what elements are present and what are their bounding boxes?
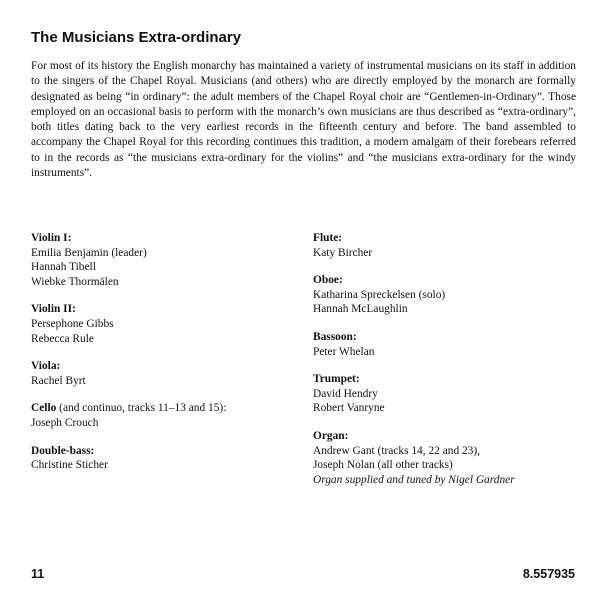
section-trumpet — [313, 372, 583, 416]
section-heading — [313, 273, 583, 288]
musician-name: Persephone Gibbs — [31, 317, 114, 330]
section-heading-label: Trumpet: — [313, 373, 360, 386]
musician-name: Rachel Byrt — [31, 374, 86, 387]
section-heading — [31, 231, 291, 246]
musician-name: David Hendry — [313, 387, 378, 400]
section-heading — [31, 302, 291, 317]
section-heading — [313, 330, 583, 345]
musician-name: Hannah Tibell — [31, 261, 96, 274]
section-heading-label: Viola: — [31, 360, 61, 373]
page-title: The Musicians Extra-ordinary — [31, 29, 242, 46]
section-heading-label: Cello — [31, 402, 57, 415]
section-heading — [313, 231, 583, 246]
section-heading-label: Violin II: — [31, 303, 76, 316]
musician-name: Andrew Gant (tracks 14, 22 and 23), — [313, 444, 481, 457]
intro-paragraph: For most of its history the English monarchy has maintained a variety of instrumental musicians on its staff in addition to the singers of the Chapel Royal. Musicians (and others) who are directly employed by the monarch are formally designated as being “in ordinary”: the adult members of the Chapel Royal choir are “Gentlemen-in-Ordinary”. Those employed on an occasional basis to perform with the monarch’s own musicians are thus described as “extra-ordinary”, both titles dating back to the very earliest records in the fifteenth century and before. The band assembled to accompany the Chapel Royal for this recording continues this tradition, a modern amalgam of their forebears referred to in the records as “the musicians extra-ordinary for the violins” and “the musicians extra-ordinary for the windy instruments”. — [31, 60, 576, 180]
page-number: 11 — [31, 567, 45, 581]
musician-name: Katharina Spreckelsen (solo) — [313, 288, 446, 301]
section-heading-label: Violin I: — [31, 232, 72, 244]
musician-name: Emilia Benjamin (leader) — [31, 246, 147, 259]
personnel-right-column — [313, 231, 583, 500]
section-heading-label: Double-bass: — [31, 444, 95, 457]
musician-name: Joseph Crouch — [31, 416, 99, 429]
section-cello — [31, 401, 291, 430]
section-oboe — [313, 273, 583, 317]
personnel-left-column — [31, 231, 291, 486]
musician-name: Katy Bircher — [313, 246, 373, 259]
musician-name: Rebecca Rule — [31, 332, 94, 345]
section-violin-1 — [31, 231, 291, 289]
section-viola — [31, 359, 291, 388]
musician-name: Peter Whelan — [313, 345, 375, 358]
section-heading — [313, 429, 583, 444]
section-heading-label: Oboe: — [313, 274, 343, 287]
section-heading — [313, 372, 583, 387]
section-organ — [313, 429, 583, 487]
section-flute — [313, 231, 583, 260]
section-heading-label: Bassoon: — [313, 330, 357, 343]
section-double-bass — [31, 444, 291, 473]
organ-credit-note: Organ supplied and tuned by Nigel Gardner — [313, 473, 515, 486]
musician-name: Christine Sticher — [31, 459, 108, 472]
section-heading-note: (and continuo, tracks 11–13 and 15): — [56, 402, 227, 415]
section-heading-label: Organ: — [313, 429, 349, 442]
section-bassoon — [313, 330, 583, 359]
musician-name: Wiebke Thormälen — [31, 275, 119, 288]
section-heading — [31, 444, 291, 459]
section-heading — [31, 401, 291, 416]
musician-name: Hannah McLaughlin — [313, 303, 408, 316]
musician-name: Robert Vanryne — [313, 402, 385, 415]
section-heading — [31, 359, 291, 374]
section-heading-label: Flute: — [313, 232, 343, 244]
catalog-number: 8.557935 — [522, 567, 575, 581]
section-violin-2 — [31, 302, 291, 346]
musician-name: Joseph Nolan (all other tracks) — [313, 459, 453, 472]
